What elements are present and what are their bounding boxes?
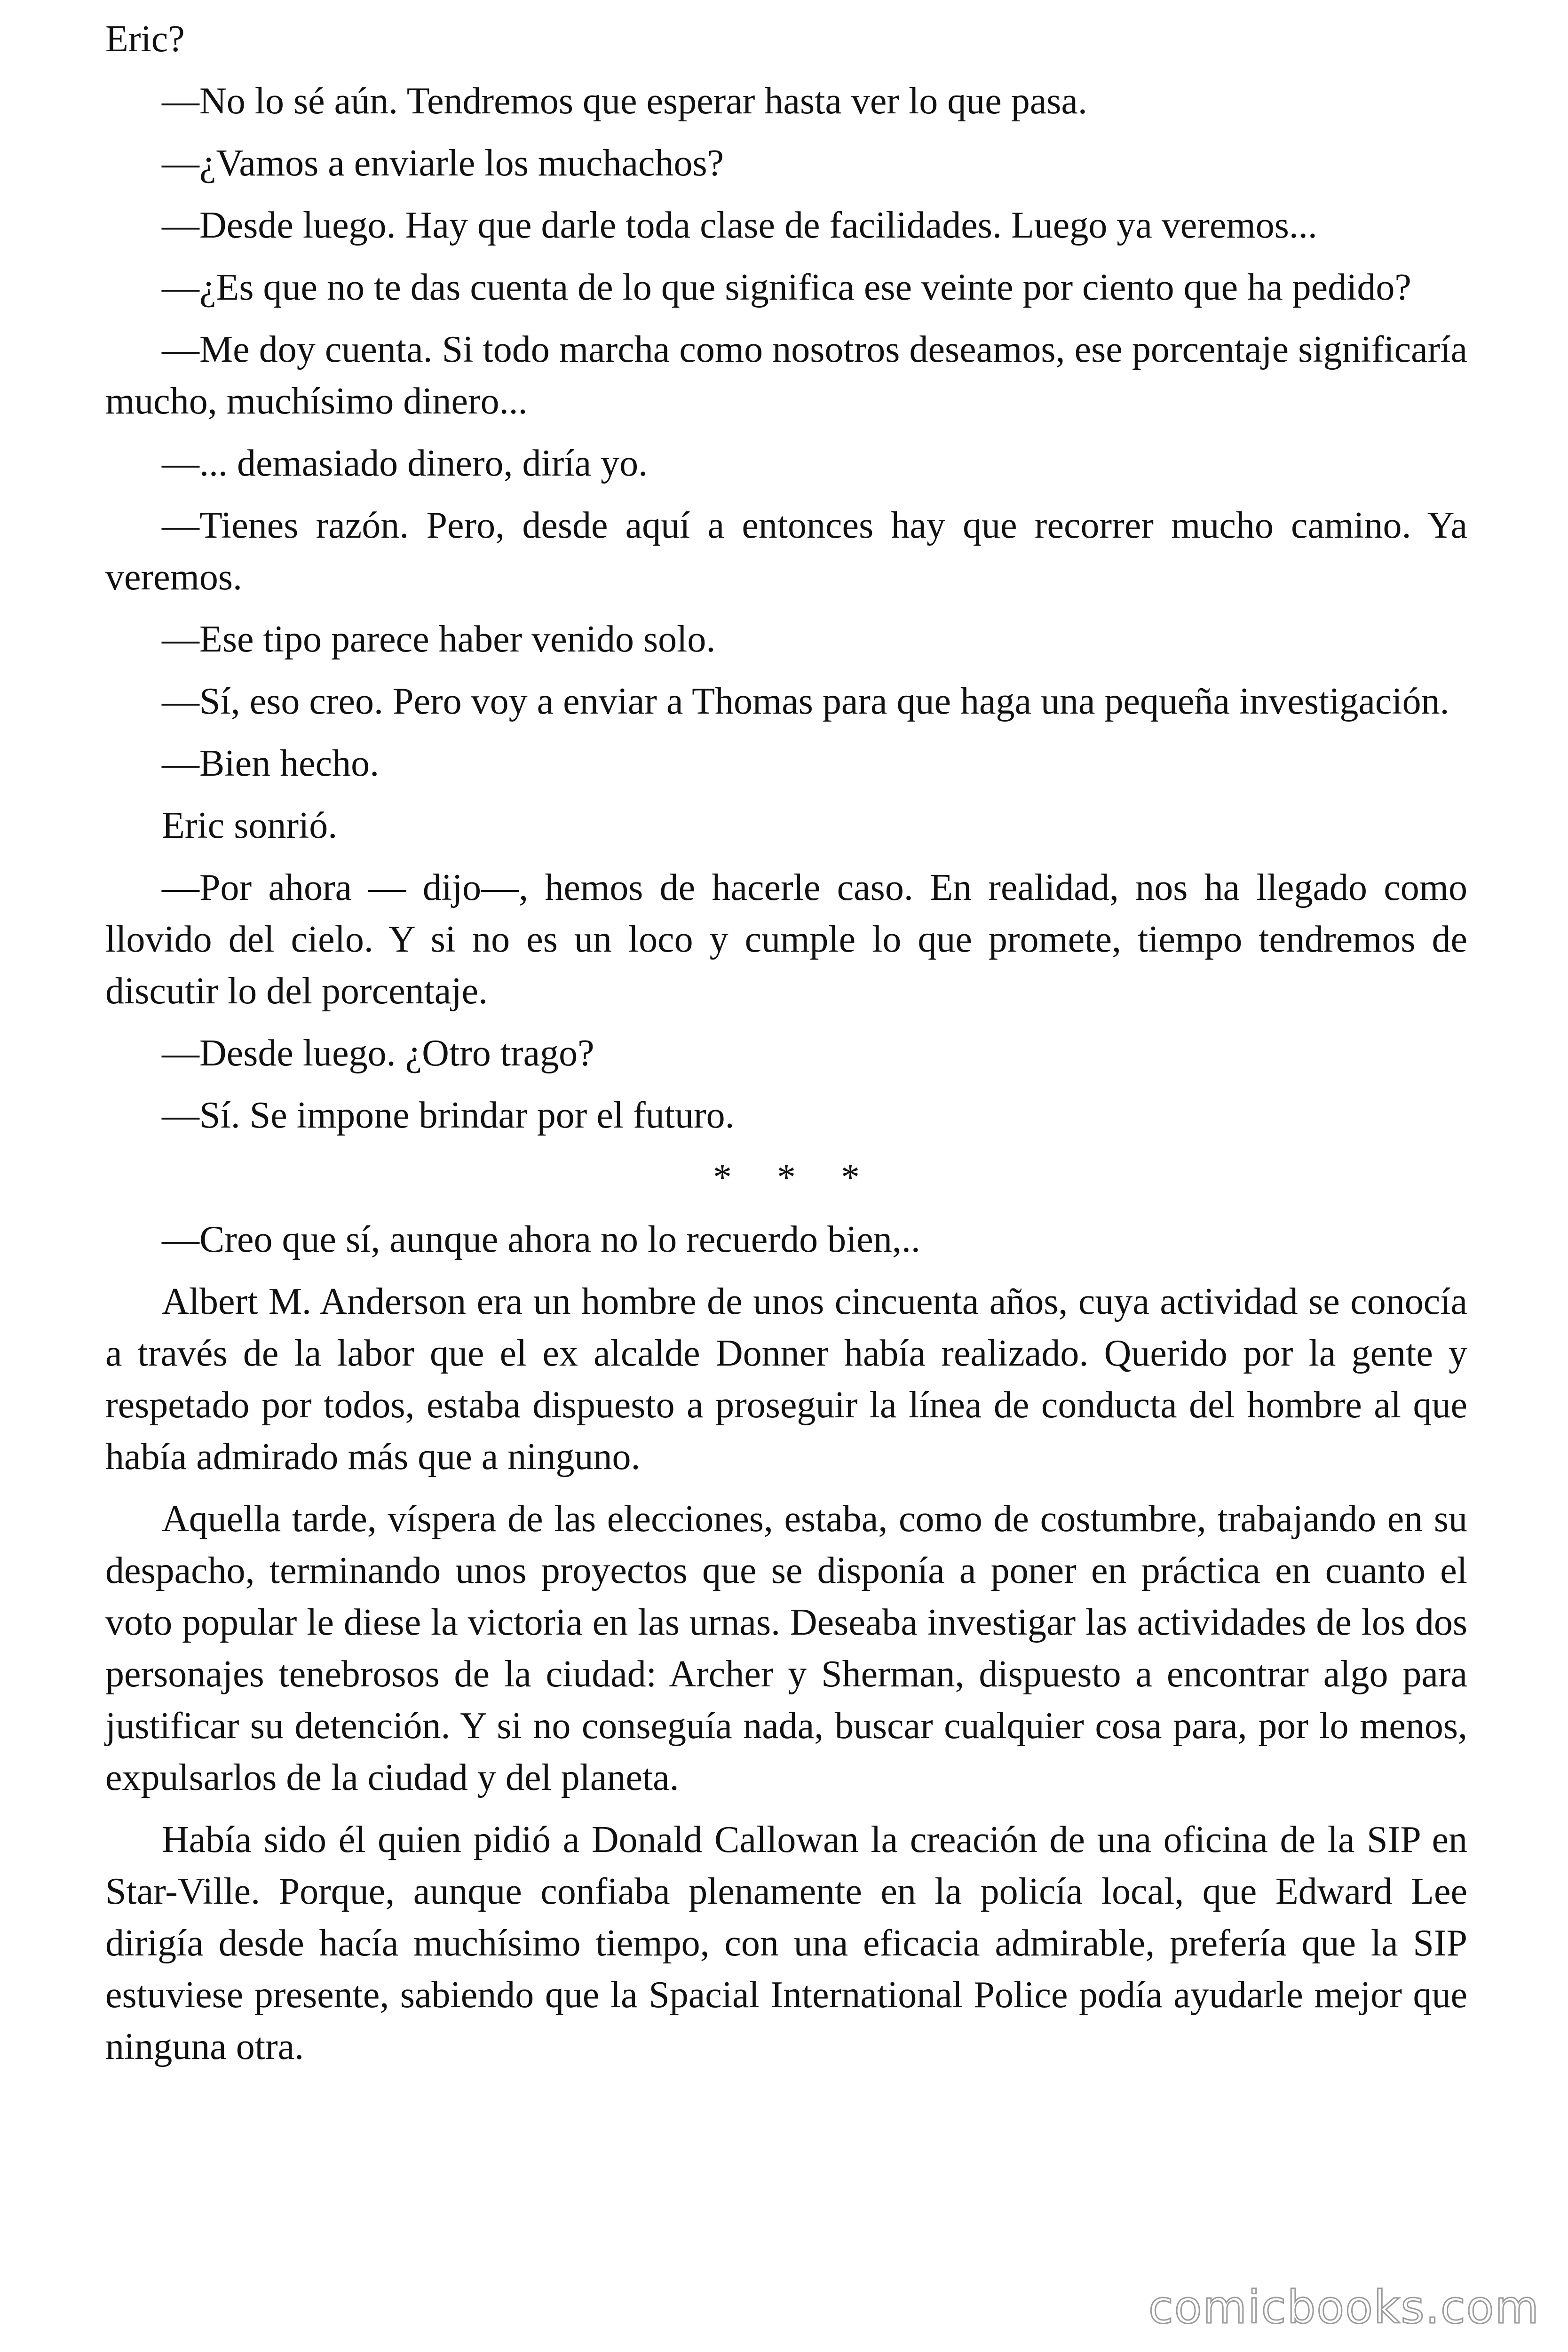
scene-separator bbox=[105, 1152, 1467, 1203]
paragraph: —Sí, eso creo. Pero voy a enviar a Thomas para que haga una pequeña investigación. bbox=[162, 681, 1449, 722]
paragraph: —Por ahora — dijo—, hemos de hacerle caso. En realidad, nos ha llegado como llovido del cielo. Y si no es un loco y cumple lo que promete, tiempo tendremos de discutir lo del porcentaje. bbox=[105, 867, 1467, 1012]
paragraph: —¿Es que no te das cuenta de lo que significa ese veinte por ciento que ha pedido? bbox=[162, 267, 1411, 308]
paragraph: Albert M. Anderson era un hombre de unos cincuenta años, cuya actividad se conocía a través de la labor que el ex alcalde Donner había realizado. Querido por la gente y respetado por todos, estaba dispuesto a proseguir la línea de conducta del hombre al que había admirado más que a ninguno. bbox=[105, 1281, 1467, 1478]
watermark-logo: comicbooks.com bbox=[1148, 2281, 1540, 2334]
paragraph: —No lo sé aún. Tendremos que esperar hasta ver lo que pasa. bbox=[162, 80, 1087, 122]
paragraph: —Desde luego. Hay que darle toda clase de facilidades. Luego ya veremos... bbox=[162, 205, 1317, 246]
paragraph: Eric sonrió. bbox=[162, 805, 338, 846]
separator-asterisk: * bbox=[713, 1157, 732, 1198]
book-page bbox=[105, 0, 1467, 2352]
paragraph: —Tienes razón. Pero, desde aquí a entonces hay que recorrer mucho camino. Ya veremos. bbox=[105, 505, 1467, 598]
paragraph: —Creo que sí, aunque ahora no lo recuerdo bien,.. bbox=[162, 1219, 920, 1260]
paragraph: —Bien hecho. bbox=[162, 743, 380, 784]
paragraph: —¿Vamos a enviarle los muchachos? bbox=[162, 143, 724, 184]
paragraph: —Desde luego. ¿Otro trago? bbox=[162, 1033, 594, 1074]
paragraph: Eric? bbox=[105, 18, 185, 60]
paragraph: Aquella tarde, víspera de las elecciones, estaba, como de costumbre, trabajando en su despacho, terminando unos proyectos que se disponía a poner en práctica en cuanto el voto popular le diese la victoria en las urnas. Deseaba investigar las actividades de los dos personajes tenebrosos de la ciudad: Archer y Sherman, dispuesto a encontrar algo para justificar su detención. Y si no conseguía nada, buscar cualquier cosa para, por lo menos, expulsarlos de la ciudad y del planeta. bbox=[105, 1498, 1467, 1798]
paragraph: Había sido él quien pidió a Donald Callowan la creación de una oficina de la SIP en Star-Ville. Porque, aunque confiaba plenamente en la policía local, que Edward Lee dirigía desde hacía muchísimo tiempo, con una eficacia admirable, prefería que la SIP estuviese presente, sabiendo que la Spacial International Police podía ayudarle mejor que ninguna otra. bbox=[105, 1819, 1467, 2067]
paragraph: —Sí. Se impone brindar por el futuro. bbox=[162, 1095, 735, 1136]
paragraph: —... demasiado dinero, diría yo. bbox=[162, 443, 648, 484]
separator-asterisk: * bbox=[777, 1157, 796, 1198]
paragraph: —Ese tipo parece haber venido solo. bbox=[162, 619, 716, 660]
paragraph: —Me doy cuenta. Si todo marcha como nosotros deseamos, ese porcentaje significaría mucho, muchísimo dinero... bbox=[105, 329, 1467, 422]
separator-asterisk: * bbox=[841, 1157, 860, 1198]
